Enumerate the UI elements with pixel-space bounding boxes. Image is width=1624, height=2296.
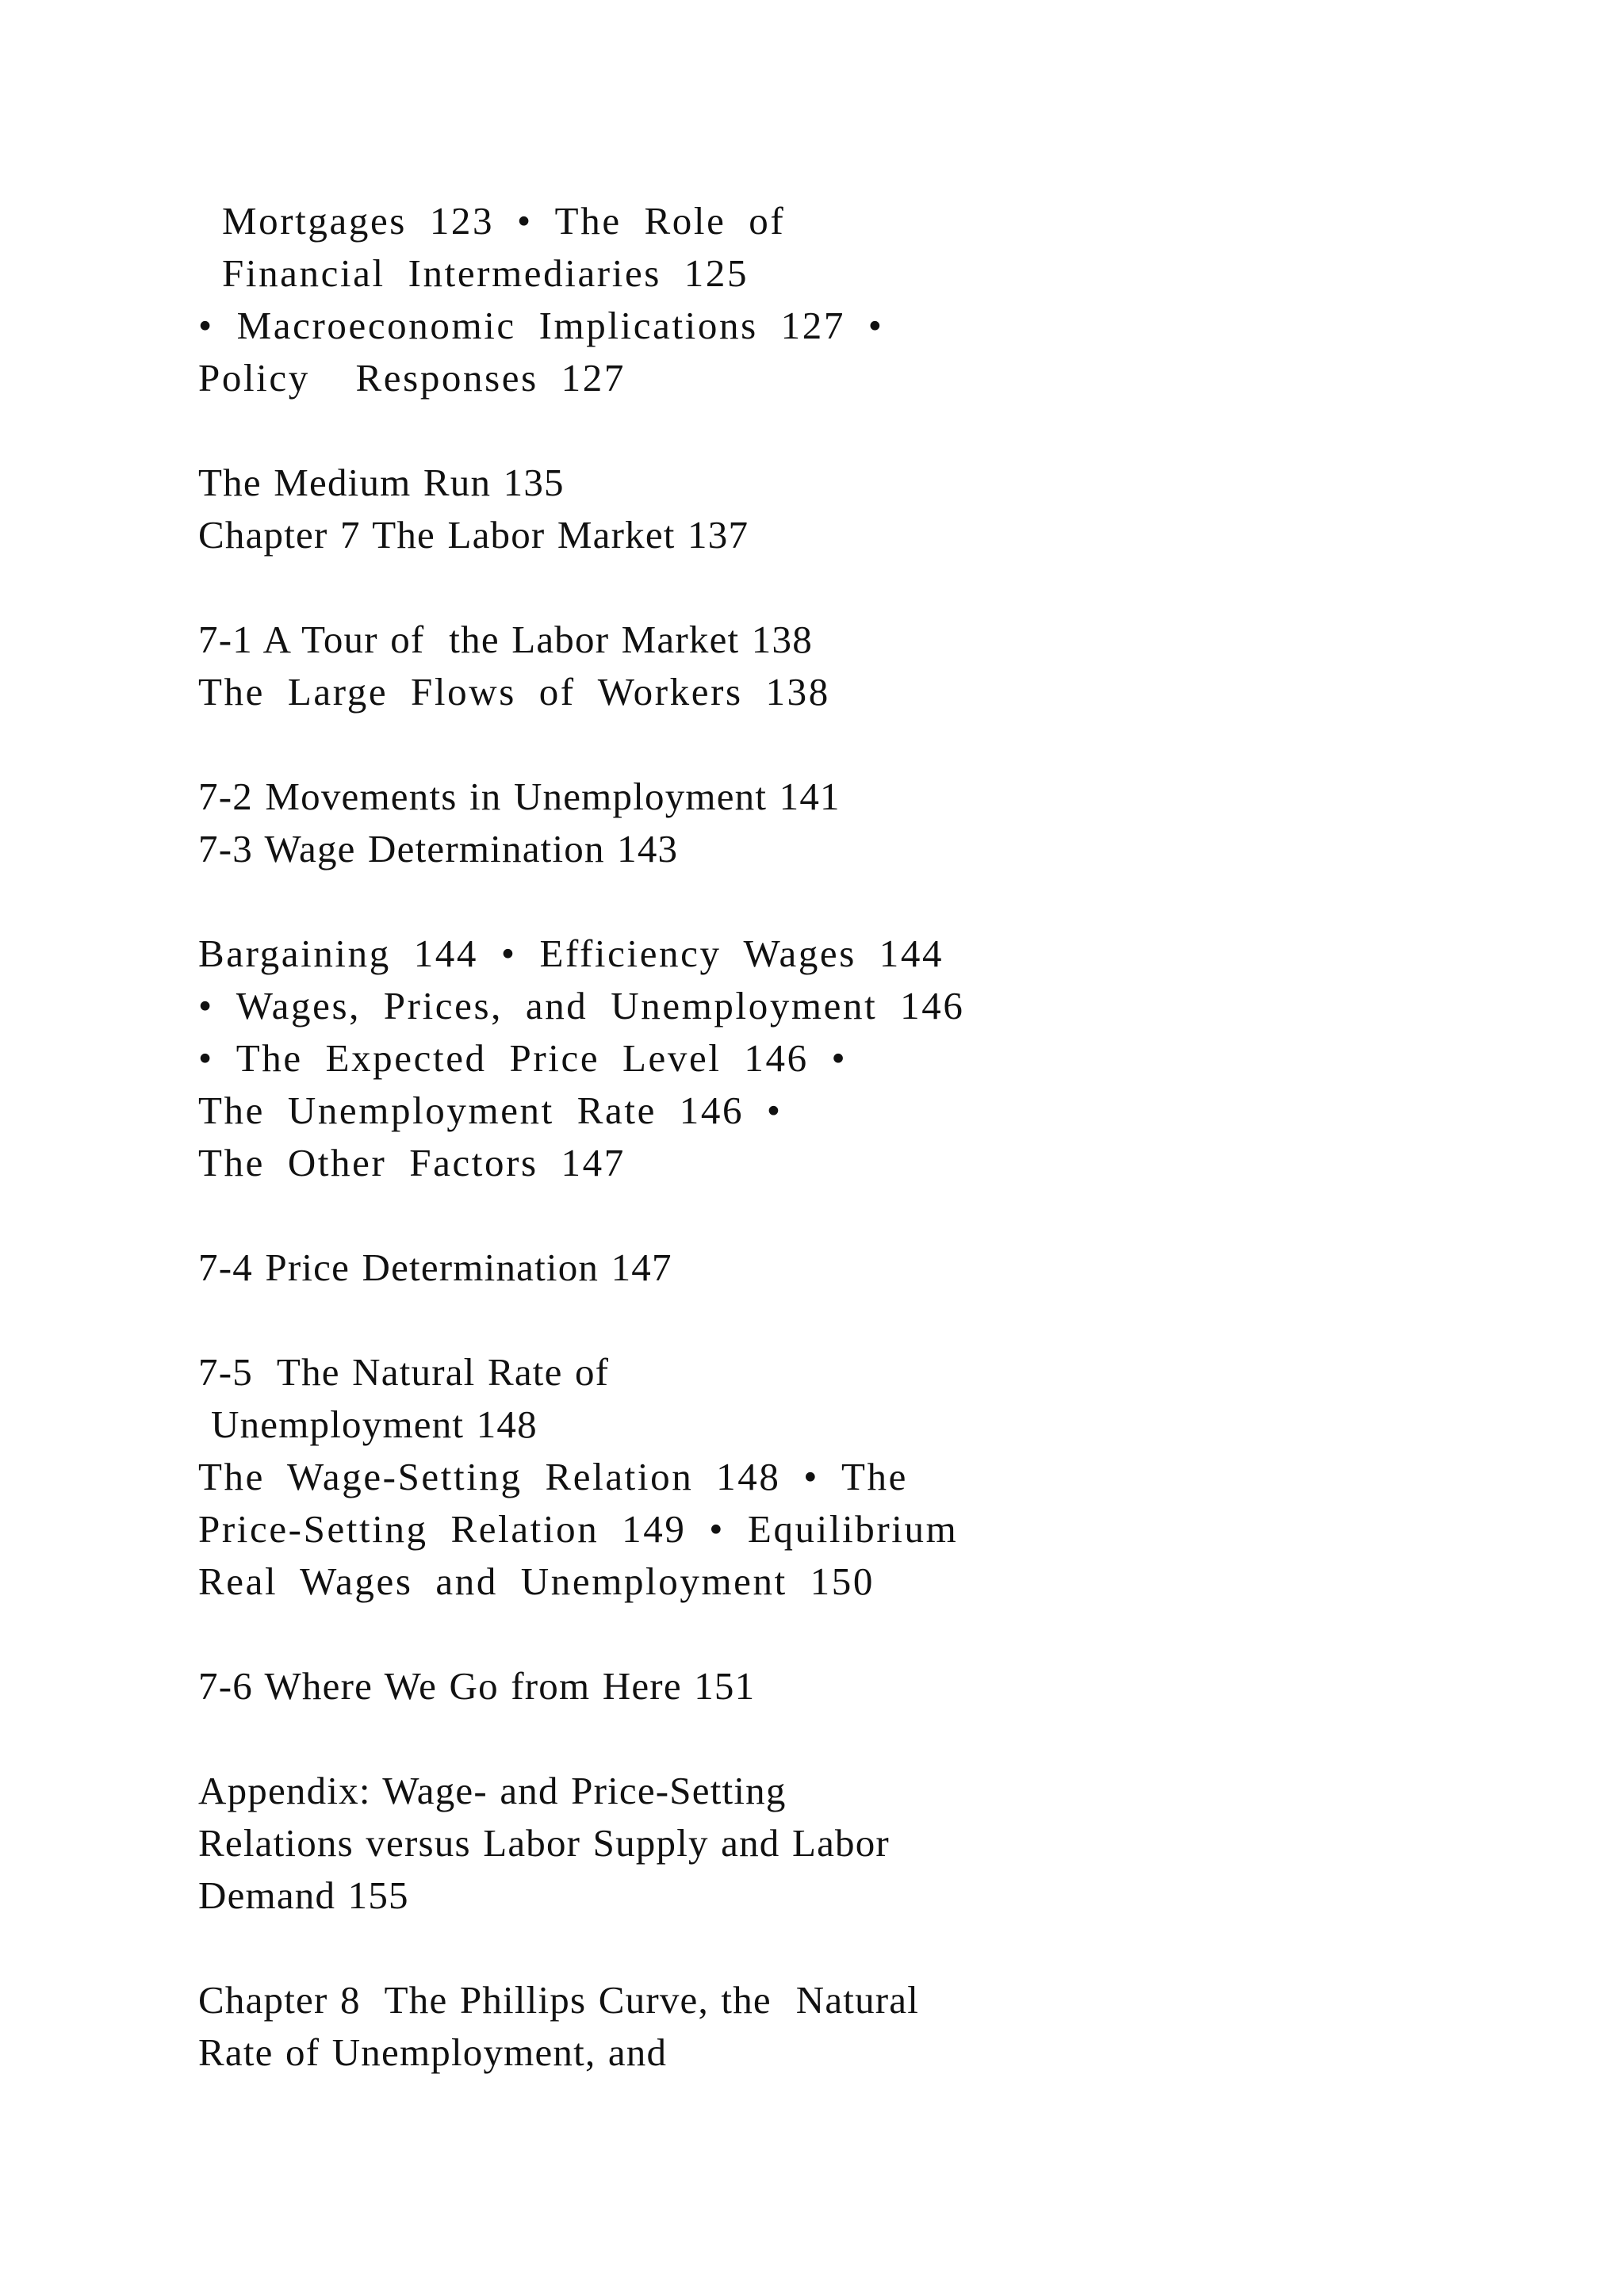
text-line: Chapter 7 The Labor Market 137 <box>198 513 749 557</box>
text-line: The Unemployment Rate 146 • <box>198 1089 783 1132</box>
text-line: The Large Flows of Workers 138 <box>198 670 830 714</box>
text-line: The Medium Run 135 <box>198 461 565 504</box>
text-line: Real Wages and Unemployment 150 <box>198 1559 875 1603</box>
text-line: Chapter 8 The Phillips Curve, the Natural <box>198 1978 920 2022</box>
text-line: 7-2 Movements in Unemployment 141 <box>198 775 841 818</box>
text-line: 7-4 Price Determination 147 <box>198 1246 672 1289</box>
text-line: • Wages, Prices, and Unemployment 146 <box>198 984 965 1027</box>
text-line: Unemployment 148 <box>211 1402 538 1446</box>
text-line: • The Expected Price Level 146 • <box>198 1036 848 1080</box>
blank-line <box>198 561 1507 614</box>
blank-line <box>198 1189 1507 1242</box>
blank-line <box>198 718 1507 771</box>
text-line: Appendix: Wage- and Price-Setting <box>198 1769 787 1812</box>
blank-line <box>198 1922 1507 1974</box>
blank-line <box>198 875 1507 928</box>
blank-line <box>198 1294 1507 1346</box>
text-line: Financial Intermediaries 125 <box>222 251 749 295</box>
text-line: Policy Responses 127 <box>198 356 626 400</box>
document-page <box>198 195 1507 2079</box>
text-line: 7-6 Where We Go from Here 151 <box>198 1664 756 1708</box>
text-line: Demand 155 <box>198 1873 409 1917</box>
text-line: Price-Setting Relation 149 • Equilibrium <box>198 1507 959 1551</box>
text-line: The Other Factors 147 <box>198 1141 626 1184</box>
blank-line <box>198 1712 1507 1765</box>
text-line: 7-3 Wage Determination 143 <box>198 827 679 871</box>
text-line: Mortgages 123 • The Role of <box>222 199 786 243</box>
text-line: The Wage-Setting Relation 148 • The <box>198 1455 908 1498</box>
text-line: Bargaining 144 • Efficiency Wages 144 <box>198 932 944 975</box>
text-line: 7-5 The Natural Rate of <box>198 1350 610 1394</box>
blank-line <box>198 1608 1507 1660</box>
text-line: • Macroeconomic Implications 127 • <box>198 304 884 347</box>
text-line: Rate of Unemployment, and <box>198 2030 668 2074</box>
blank-line <box>198 404 1507 457</box>
text-line: 7-1 A Tour of the Labor Market 138 <box>198 618 813 661</box>
text-line: Relations versus Labor Supply and Labor <box>198 1821 890 1865</box>
